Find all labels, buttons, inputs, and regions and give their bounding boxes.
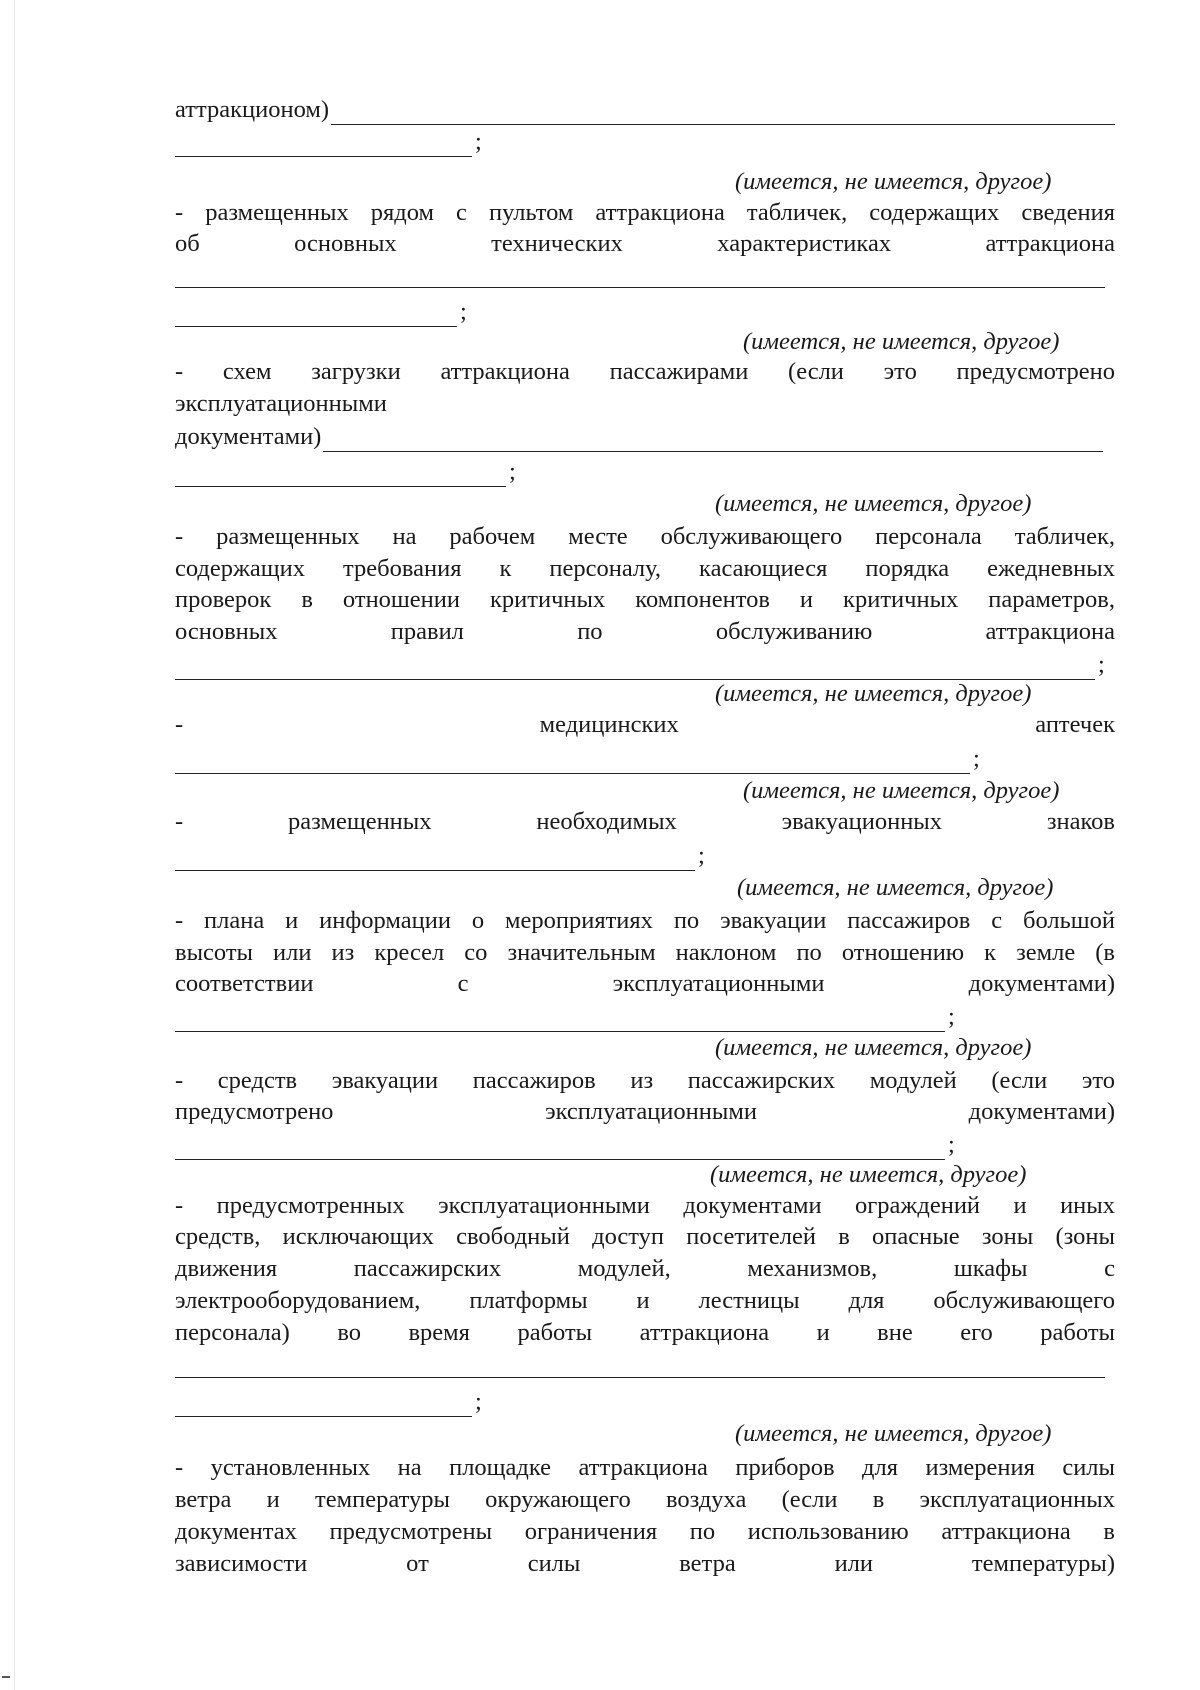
schemes-blank-line — [175, 457, 1115, 487]
barriers-blank-line — [175, 1387, 1115, 1417]
staff-tablets-line-2: содержащих требования к персоналу, касающиеся порядка ежедневных — [175, 555, 1115, 582]
barriers-line-3: движения пассажирских модулей, механизмов, шкафы с — [175, 1255, 1115, 1282]
instruments-line-4: зависимости от силы ветра или температуры) — [175, 1550, 1115, 1577]
signs-line-1: - размещенных необходимых эвакуационных знаков — [175, 808, 1115, 835]
evac-plan-line-1: - плана и информации о мероприятиях по эвакуации пассажиров с большой — [175, 907, 1115, 934]
status-note: (имеется, не имеется, другое) — [710, 1161, 1027, 1188]
semicolon: ; — [973, 745, 980, 772]
status-note: (имеется, не имеется, другое) — [715, 1034, 1032, 1061]
evac-plan-line-2: высоты или из кресел со значительным наклоном по отношению к земле (в — [175, 939, 1115, 966]
evac-means-blank-line — [175, 1130, 1115, 1160]
answer-blank[interactable] — [323, 429, 1103, 452]
schemes-line-3 — [175, 422, 1115, 452]
evac-means-line-1: - средств эвакуации пассажиров из пассажирских модулей (если это — [175, 1067, 1115, 1094]
tablets-blank-line — [175, 297, 1115, 327]
schemes-text: документами) — [175, 423, 322, 450]
answer-blank[interactable] — [175, 1394, 472, 1417]
answer-blank[interactable] — [331, 102, 1115, 125]
semicolon: ; — [460, 298, 467, 325]
continuation-line — [175, 95, 1115, 125]
evac-plan-blank-line — [175, 1002, 1115, 1032]
evac-means-line-2: предусмотрено эксплуатационными документами) — [175, 1098, 1115, 1125]
semicolon: ; — [475, 1388, 482, 1415]
answer-blank[interactable] — [175, 464, 506, 487]
semicolon: ; — [1098, 651, 1105, 678]
continuation-blank-line — [175, 127, 1115, 157]
evac-plan-line-3: соответствии с эксплуатационными документами) — [175, 970, 1115, 997]
instruments-line-3: документах предусмотрены ограничения по использованию аттракциона в — [175, 1518, 1115, 1545]
status-note: (имеется, не имеется, другое) — [743, 328, 1060, 355]
barriers-line-5: персонала) во время работы аттракциона и вне его работы — [175, 1319, 1115, 1346]
barriers-line-1: - предусмотренных эксплуатационными документами ограждений и иных — [175, 1192, 1115, 1219]
answer-blank[interactable] — [175, 751, 970, 774]
semicolon: ; — [698, 842, 705, 869]
instruments-line-2: ветра и температуры окружающего воздуха (если в эксплуатационных — [175, 1486, 1115, 1513]
scan-edge — [14, 0, 15, 1690]
status-note: (имеется, не имеется, другое) — [735, 168, 1052, 195]
barriers-line-4: электрооборудованием, платформы и лестницы для обслуживающего — [175, 1287, 1115, 1314]
scan-mark — [2, 1676, 10, 1678]
answer-blank[interactable] — [175, 1137, 945, 1160]
status-note: (имеется, не имеется, другое) — [715, 680, 1032, 707]
answer-blank[interactable] — [175, 134, 472, 157]
schemes-line-1: - схем загрузки аттракциона пассажирами (если это предусмотрено — [175, 358, 1115, 385]
status-note: (имеется, не имеется, другое) — [715, 490, 1032, 517]
answer-blank[interactable] — [175, 1009, 945, 1032]
semicolon: ; — [948, 1003, 955, 1030]
first-aid-line-1: - медицинских аптечек — [175, 711, 1115, 738]
staff-tablets-line-1: - размещенных на рабочем месте обслуживающего персонала табличек, — [175, 523, 1115, 550]
answer-blank[interactable] — [175, 1377, 1105, 1378]
answer-blank[interactable] — [175, 304, 457, 327]
staff-tablets-blank-line — [175, 650, 1115, 680]
status-note: (имеется, не имеется, другое) — [743, 777, 1060, 804]
barriers-line-2: средств, исключающих свободный доступ посетителей в опасные зоны (зоны — [175, 1223, 1115, 1250]
status-note: (имеется, не имеется, другое) — [735, 1420, 1052, 1447]
status-note: (имеется, не имеется, другое) — [737, 874, 1054, 901]
semicolon: ; — [509, 458, 516, 485]
instruments-line-1: - установленных на площадке аттракциона приборов для измерения силы — [175, 1454, 1115, 1481]
continuation-text: аттракционом) — [175, 96, 330, 123]
tablets-line-2: об основных технических характеристиках аттракциона — [175, 230, 1115, 257]
semicolon: ; — [948, 1131, 955, 1158]
answer-blank[interactable] — [175, 848, 695, 871]
first-aid-blank-line — [175, 744, 1115, 774]
staff-tablets-line-3: проверок в отношении критичных компонентов и критичных параметров, — [175, 586, 1115, 613]
staff-tablets-line-4: основных правил по обслуживанию аттракциона — [175, 618, 1115, 645]
tablets-line-1: - размещенных рядом с пультом аттракциона табличек, содержащих сведения — [175, 199, 1115, 226]
signs-blank-line — [175, 841, 1115, 871]
semicolon: ; — [475, 128, 482, 155]
schemes-line-2: эксплуатационными — [175, 390, 387, 417]
answer-blank[interactable] — [175, 287, 1105, 288]
answer-blank[interactable] — [175, 657, 1095, 680]
